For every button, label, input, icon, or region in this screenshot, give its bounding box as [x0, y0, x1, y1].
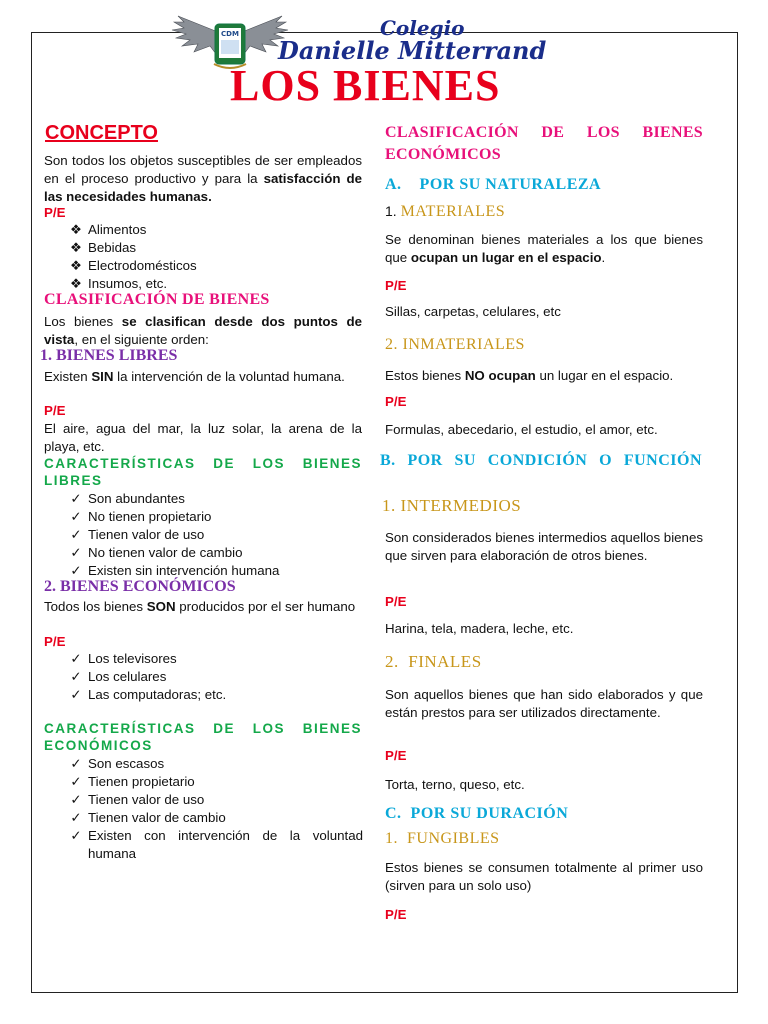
list-item: ✓ Son abundantes [68, 490, 358, 508]
finales-example: Torta, terno, queso, etc. [385, 777, 525, 792]
pe-label: P/E [44, 403, 66, 418]
checkmark-icon: ✓ [70, 651, 82, 666]
caracteristicas-economicos-heading: CARACTERÍSTICAS DE LOS BIENES ECONÓMICOS [44, 721, 362, 753]
checkmark-icon: ✓ [70, 509, 82, 524]
page-title: LOS BIENES [230, 61, 501, 110]
inmateriales-example: Formulas, abecedario, el estudio, el amor, etc. [385, 422, 658, 437]
fungibles-text: Estos bienes se consumen totalmente al primer uso (sirven para un solo uso) [385, 860, 703, 893]
diamond-bullet-icon: ❖ [70, 240, 82, 255]
fungibles-heading: 1. FUNGIBLES [385, 830, 500, 847]
concepto-heading: CONCEPTO [45, 122, 158, 144]
list-item: ✓ Tienen propietario [68, 773, 363, 791]
checkmark-icon: ✓ [70, 774, 82, 789]
checkmark-icon: ✓ [70, 828, 82, 843]
intermedios-example: Harina, tela, madera, leche, etc. [385, 621, 574, 636]
list-item: ✓ Tienen valor de uso [68, 526, 358, 544]
finales-text: Son aquellos bienes que han sido elaborados y que están prestos para ser utilizados directamente. [385, 687, 703, 720]
finales-heading: 2. FINALES [385, 652, 482, 671]
caracteristicas-libres-heading: CARACTERÍSTICAS DE LOS BIENES LIBRES [44, 456, 362, 488]
bienes-libres-text: Existen SIN la intervención de la voluntad humana. [44, 369, 345, 384]
checkmark-icon: ✓ [70, 810, 82, 825]
inmateriales-text: Estos bienes NO ocupan un lugar en el espacio. [385, 368, 674, 383]
por-su-duracion-heading: C. POR SU DURACIÓN [385, 805, 569, 822]
bienes-economicos-text: Todos los bienes SON producidos por el ser humano [44, 599, 356, 614]
list-item: ❖ Bebidas [68, 239, 328, 257]
list-item: ✓ Las computadoras; etc. [68, 686, 358, 704]
list-item: ✓ Los celulares [68, 668, 358, 686]
bienes-libres-example: El aire, agua del mar, la luz solar, la arena de la playa, etc. [44, 421, 362, 454]
pe-label: P/E [385, 748, 407, 763]
list-item: ✓ Existen sin intervención humana [68, 562, 358, 580]
caracteristicas-libres-list [68, 490, 358, 580]
clasificacion-text: Los bienes se clasifican desde dos puntos de vista, en el siguiente orden: [44, 314, 362, 347]
checkmark-icon: ✓ [70, 669, 82, 684]
list-item: ✓ No tienen propietario [68, 508, 358, 526]
school-name-line2: Danielle Mitterrand [278, 36, 547, 65]
por-su-condicion-heading: B. POR SU CONDICIÓN O FUNCIÓN [380, 452, 702, 469]
checkmark-icon: ✓ [70, 687, 82, 702]
diamond-bullet-icon: ❖ [70, 222, 82, 237]
bienes-libres-heading: 1. BIENES LIBRES [40, 347, 178, 364]
bienes-economicos-heading: 2. BIENES ECONÓMICOS [44, 578, 236, 595]
list-item: ✓ Son escasos [68, 755, 363, 773]
pe-label: P/E [44, 634, 66, 649]
materiales-heading: 1. MATERIALES [385, 203, 506, 220]
intermedios-text: Son considerados bienes intermedios aquellos bienes que sirven para elaboración de otros bienes. [385, 530, 703, 563]
clasificacion-heading: CLASIFICACIÓN DE BIENES [44, 291, 270, 308]
concepto-list [68, 221, 328, 293]
pe-label: P/E [385, 907, 407, 922]
bienes-economicos-list [68, 650, 358, 704]
list-item: ✓ Existen con intervención de la voluntad humana [68, 827, 363, 863]
checkmark-icon: ✓ [70, 491, 82, 506]
checkmark-icon: ✓ [70, 792, 82, 807]
intermedios-heading: 1. INTERMEDIOS [382, 496, 522, 515]
pe-label: P/E [385, 594, 407, 609]
list-item: ✓ Tienen valor de cambio [68, 809, 363, 827]
list-item: ✓ Los televisores [68, 650, 358, 668]
checkmark-icon: ✓ [70, 563, 82, 578]
diamond-bullet-icon: ❖ [70, 276, 82, 291]
school-name-line1: Colegio [380, 16, 465, 40]
checkmark-icon: ✓ [70, 545, 82, 560]
diamond-bullet-icon: ❖ [70, 258, 82, 273]
list-item: ✓ No tienen valor de cambio [68, 544, 358, 562]
logo-text: CDM [221, 30, 239, 38]
list-item: ❖ Alimentos [68, 221, 328, 239]
por-su-naturaleza-heading: A. POR SU NATURALEZA [385, 176, 602, 193]
caracteristicas-economicos-list [68, 755, 363, 863]
pe-label: P/E [385, 394, 407, 409]
pe-label: P/E [385, 278, 407, 293]
checkmark-icon: ✓ [70, 756, 82, 771]
clasificacion-economicos-heading: CLASIFICACIÓN DE LOS BIENES ECONÓMICOS [385, 124, 703, 163]
checkmark-icon: ✓ [70, 527, 82, 542]
list-item: ✓ Tienen valor de uso [68, 791, 363, 809]
inmateriales-heading: 2. INMATERIALES [385, 336, 525, 353]
materiales-text: Se denominan bienes materiales a los que bienes que ocupan un lugar en el espacio. [385, 232, 703, 265]
list-item: ❖ Insumos, etc. [68, 275, 328, 293]
materiales-example: Sillas, carpetas, celulares, etc [385, 304, 561, 319]
pe-label: P/E [44, 205, 66, 220]
concepto-text: Son todos los objetos susceptibles de ser empleados en el proceso productivo y para la satisfacción de las necesidades humanas. [44, 153, 362, 204]
list-item: ❖ Electrodomésticos [68, 257, 328, 275]
